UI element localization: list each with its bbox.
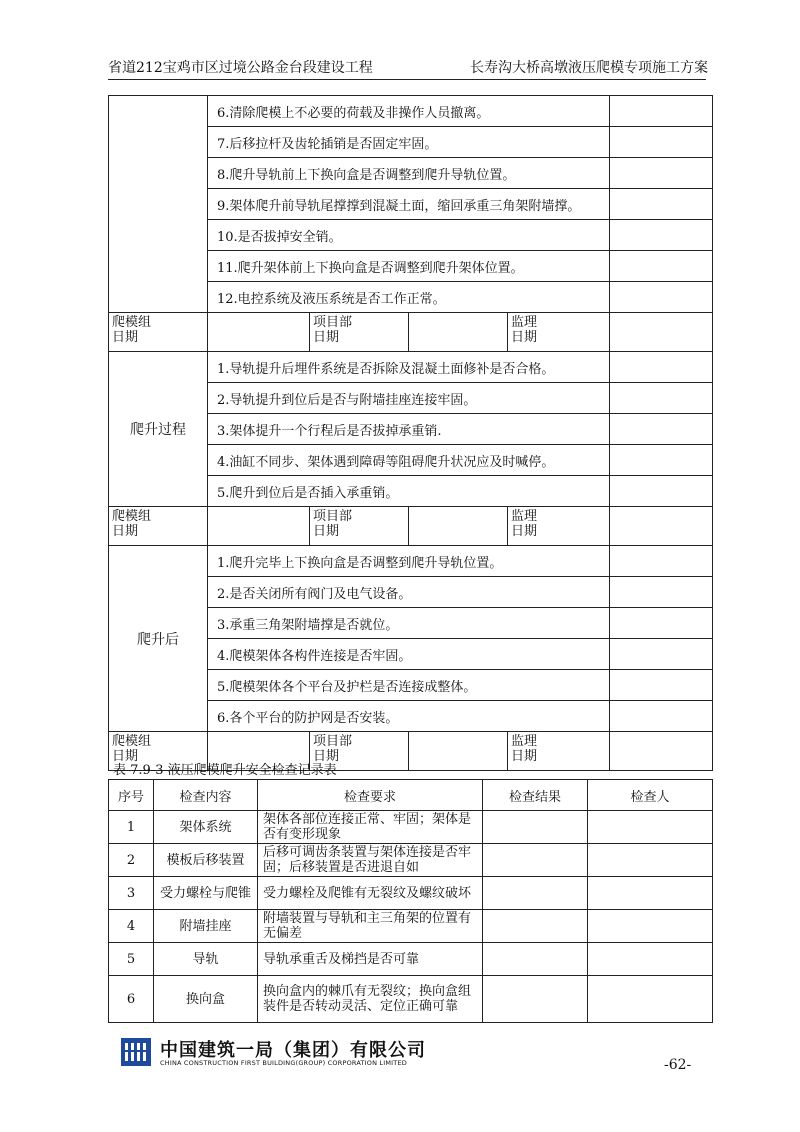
row-serial: 4 xyxy=(109,910,154,943)
requirement-item: 6.各个平台的防护网是否安装。 xyxy=(208,701,610,732)
row-serial: 6 xyxy=(109,976,154,1023)
requirement-item: 7.后移拉杆及齿轮插销是否固定牢固。 xyxy=(208,127,610,158)
header-project-name: 省道212宝鸡市区过境公路金台段建设工程 xyxy=(108,60,373,76)
result-cell[interactable] xyxy=(610,158,713,189)
requirement-item: 3.承重三角架附墙撑是否就位。 xyxy=(208,608,610,639)
requirement-item: 1.导轨提升后埋件系统是否拆除及混凝土面修补是否合格。 xyxy=(208,352,610,383)
requirement-item: 4.爬模架体各构件连接是否牢固。 xyxy=(208,639,610,670)
row-content: 导轨 xyxy=(154,943,258,976)
sign-label-project: 项目部 日期 xyxy=(310,732,409,771)
row-result-cell[interactable] xyxy=(483,976,588,1023)
row-inspector-cell[interactable] xyxy=(588,877,713,910)
row-content: 模板后移装置 xyxy=(154,844,258,877)
cscec-logo-icon xyxy=(121,1038,151,1066)
result-cell[interactable] xyxy=(610,546,713,577)
row-requirement: 导轨承重舌及梯挡是否可靠 xyxy=(258,943,483,976)
row-requirement: 架体各部位连接正常、牢固；架体是否有变形现象 xyxy=(258,811,483,844)
requirement-item: 6.清除爬模上不必要的荷载及非操作人员撤离。 xyxy=(208,96,610,127)
requirement-item: 9.架体爬升前导轨尾撑撑到混凝土面，缩回承重三角架附墙撑。 xyxy=(208,189,610,220)
requirement-item: 11.爬升架体前上下换向盒是否调整到爬升架体位置。 xyxy=(208,251,610,282)
table-header-row xyxy=(109,780,713,811)
row-content: 附墙挂座 xyxy=(154,910,258,943)
row-inspector-cell[interactable] xyxy=(588,910,713,943)
sign-field-crew[interactable] xyxy=(208,507,310,546)
signature-row xyxy=(109,313,713,352)
row-inspector-cell[interactable] xyxy=(588,943,713,976)
row-inspector-cell[interactable] xyxy=(588,844,713,877)
result-cell[interactable] xyxy=(610,414,713,445)
sign-label-crew: 爬模组 日期 xyxy=(109,313,208,352)
row-serial: 5 xyxy=(109,943,154,976)
result-cell[interactable] xyxy=(610,577,713,608)
row-requirement: 附墙装置与导轨和主三角架的位置有无偏差 xyxy=(258,910,483,943)
table-row xyxy=(109,976,713,1023)
result-cell[interactable] xyxy=(610,670,713,701)
sign-field-project[interactable] xyxy=(409,507,508,546)
sign-label-crew: 爬模组 日期 xyxy=(109,732,208,771)
sign-field-supervisor[interactable] xyxy=(610,313,713,352)
result-cell[interactable] xyxy=(610,476,713,507)
sign-field-project[interactable] xyxy=(409,732,508,771)
row-result-cell[interactable] xyxy=(483,943,588,976)
result-cell[interactable] xyxy=(610,127,713,158)
result-cell[interactable] xyxy=(610,189,713,220)
row-requirement: 后移可调齿条装置与架体连接是否牢固；后移装置是否进退自如 xyxy=(258,844,483,877)
sign-label-supervisor: 监理 日期 xyxy=(508,507,610,546)
table-row xyxy=(109,844,713,877)
header-inspector: 检查人 xyxy=(588,780,713,811)
row-content: 换向盒 xyxy=(154,976,258,1023)
requirement-item: 1.爬升完毕上下换向盒是否调整到爬升导轨位置。 xyxy=(208,546,610,577)
row-result-cell[interactable] xyxy=(483,877,588,910)
result-cell[interactable] xyxy=(610,251,713,282)
header-result: 检查结果 xyxy=(483,780,588,811)
header-content: 检查内容 xyxy=(154,780,258,811)
sign-field-project[interactable] xyxy=(409,313,508,352)
header-requirement: 检查要求 xyxy=(258,780,483,811)
safety-inspection-record-table xyxy=(108,779,713,1023)
header-document-title: 长寿沟大桥高墩液压爬模专项施工方案 xyxy=(470,60,708,76)
sign-label-crew: 爬模组 日期 xyxy=(109,507,208,546)
row-content: 架体系统 xyxy=(154,811,258,844)
result-cell[interactable] xyxy=(610,608,713,639)
stage-cell-after: 爬升后 xyxy=(109,546,208,732)
row-inspector-cell[interactable] xyxy=(588,811,713,844)
sign-field-crew[interactable] xyxy=(208,313,310,352)
header-divider xyxy=(108,79,706,80)
sign-field-supervisor[interactable] xyxy=(610,732,713,771)
table-row xyxy=(109,943,713,976)
page-number: -62- xyxy=(664,1057,692,1073)
requirement-item: 3.架体提升一个行程后是否拔掉承重销. xyxy=(208,414,610,445)
signature-row xyxy=(109,507,713,546)
stage-cell-pre xyxy=(109,96,208,313)
result-cell[interactable] xyxy=(610,701,713,732)
row-result-cell[interactable] xyxy=(483,844,588,877)
row-serial: 1 xyxy=(109,811,154,844)
table-row xyxy=(109,877,713,910)
requirement-item: 2.是否关闭所有阀门及电气设备。 xyxy=(208,577,610,608)
sign-label-supervisor: 监理 日期 xyxy=(508,732,610,771)
result-cell[interactable] xyxy=(610,639,713,670)
requirement-item: 4.油缸不同步、架体遇到障碍等阻碍爬升状况应及时喊停。 xyxy=(208,445,610,476)
requirement-item: 5.爬模架体各个平台及护栏是否连接成整体。 xyxy=(208,670,610,701)
sign-field-supervisor[interactable] xyxy=(610,507,713,546)
table-row xyxy=(109,811,713,844)
row-requirement: 换向盒内的棘爪有无裂纹；换向盒组装件是否转动灵活、定位正确可靠 xyxy=(258,976,483,1023)
row-serial: 3 xyxy=(109,877,154,910)
result-cell[interactable] xyxy=(610,220,713,251)
result-cell[interactable] xyxy=(610,352,713,383)
requirement-item: 2.导轨提升到位后是否与附墙挂座连接牢固。 xyxy=(208,383,610,414)
requirement-item: 5.爬升到位后是否插入承重销。 xyxy=(208,476,610,507)
climbing-check-table xyxy=(108,95,713,771)
requirement-item: 10.是否拔掉安全销。 xyxy=(208,220,610,251)
row-inspector-cell[interactable] xyxy=(588,976,713,1023)
sign-label-supervisor: 监理 日期 xyxy=(508,313,610,352)
table-row xyxy=(109,910,713,943)
row-serial: 2 xyxy=(109,844,154,877)
table-caption: 表 7.9-3 液压爬模爬升安全检查记录表 xyxy=(113,763,337,778)
row-requirement: 受力螺栓及爬锥有无裂纹及螺纹破坏 xyxy=(258,877,483,910)
requirement-item: 8.爬升导轨前上下换向盒是否调整到爬升导轨位置。 xyxy=(208,158,610,189)
result-cell[interactable] xyxy=(610,383,713,414)
company-name-cn: 中国建筑一局（集团）有限公司 xyxy=(160,1040,426,1061)
stage-cell-during: 爬升过程 xyxy=(109,352,208,507)
sign-label-project: 项目部 日期 xyxy=(310,313,409,352)
company-name-en: CHINA CONSTRUCTION FIRST BUILDING(GROUP) CORPORATION LIMITED xyxy=(160,1059,407,1067)
row-result-cell[interactable] xyxy=(483,910,588,943)
result-cell[interactable] xyxy=(610,282,713,313)
header-serial: 序号 xyxy=(109,780,154,811)
result-cell[interactable] xyxy=(610,445,713,476)
sign-label-project: 项目部 日期 xyxy=(310,507,409,546)
row-result-cell[interactable] xyxy=(483,811,588,844)
page-header xyxy=(108,57,708,77)
result-cell[interactable] xyxy=(610,96,713,127)
row-content: 受力螺栓与爬锥 xyxy=(154,877,258,910)
requirement-item: 12.电控系统及液压系统是否工作正常。 xyxy=(208,282,610,313)
